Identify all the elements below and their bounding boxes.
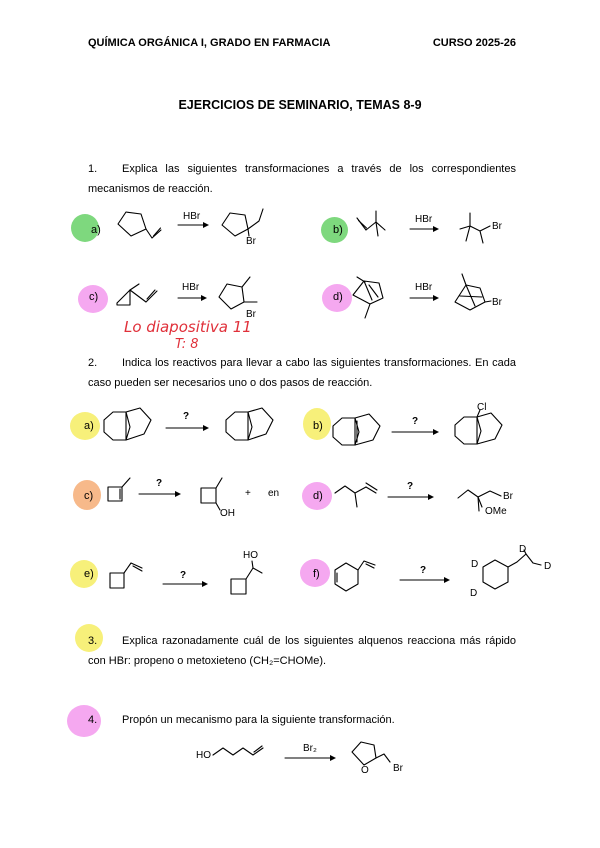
reagent-label: HBr	[415, 282, 433, 293]
reagent-label: ?	[180, 570, 187, 581]
item-label: c)	[84, 490, 94, 502]
atom-label: Br	[492, 221, 502, 232]
question-1-number: 1.	[88, 163, 98, 175]
reagent-label: ?	[420, 565, 427, 576]
atom-label: Br	[393, 763, 403, 774]
reagent-label: ?	[156, 478, 163, 489]
reagent-label: HBr	[182, 282, 200, 293]
item-label: f)	[313, 568, 320, 580]
item-label: c)	[89, 291, 99, 303]
reagent-label: Br₂	[303, 743, 317, 754]
reagent-label: ?	[407, 481, 414, 492]
question-3-number: 3.	[88, 635, 98, 647]
reagent-label: HBr	[415, 214, 433, 225]
item-label: e)	[84, 568, 94, 580]
plus-sign: +	[245, 488, 251, 499]
atom-label: Br	[503, 491, 513, 502]
item-label: a)	[91, 224, 101, 236]
atom-label: HO	[243, 550, 258, 561]
course-year: CURSO 2025-26	[432, 37, 516, 49]
arrowhead	[330, 755, 336, 761]
atom-label: D	[544, 561, 552, 572]
question-2-text: Indica los reactivos para llevar a cabo las siguientes transformaciones. En cada caso pueden ser necesarios uno o dos pasos de reacción.	[88, 357, 516, 389]
reagent-label: ?	[183, 411, 190, 422]
question-3-text: Explica razonadamente cuál de los siguientes alquenos reacciona más rápido con HBr: propeno o metoxieteno (CH₂=CHOMe).	[88, 635, 516, 667]
question-4-number: 4.	[88, 714, 98, 726]
item-label: b)	[313, 420, 323, 432]
atom-label: OH	[220, 508, 235, 519]
atom-label: Br	[246, 236, 256, 247]
bromomethyl-tetrahydrofuran-product	[352, 742, 390, 765]
atom-label: D	[519, 544, 527, 555]
enantiomer-abbrev: en	[268, 488, 280, 499]
atom-label: Br	[492, 297, 502, 308]
atom-label: Cl	[477, 402, 487, 413]
reagent-label: HBr	[183, 211, 201, 222]
atom-label: D	[470, 588, 478, 599]
item-label: d)	[333, 291, 343, 303]
pentenol-reactant	[213, 746, 263, 755]
item-label: d)	[313, 490, 323, 502]
course-title: QUÍMICA ORGÁNICA I, GRADO EN FARMACIA	[88, 37, 331, 49]
atom-label: HO	[196, 750, 211, 761]
atom-label: OMe	[485, 506, 507, 517]
reagent-label: ?	[412, 416, 419, 427]
atom-label: Br	[246, 309, 256, 320]
atom-label: O	[361, 765, 369, 776]
question-4-text: Propón un mecanismo para la siguiente transformación.	[122, 714, 395, 726]
handwritten-note-line-2: T: 8	[175, 337, 199, 352]
page-title: EJERCICIOS DE SEMINARIO, TEMAS 8-9	[178, 98, 422, 112]
item-label: a)	[84, 420, 94, 432]
question-2-number: 2.	[88, 357, 98, 369]
atom-label: D	[471, 559, 479, 570]
item-label: b)	[333, 224, 343, 236]
handwritten-note-line-1: Lo diapositiva 11	[124, 318, 252, 336]
question-1-text: Explica las siguientes transformaciones a través de los correspondientes mecanismos de reacción.	[88, 163, 516, 195]
